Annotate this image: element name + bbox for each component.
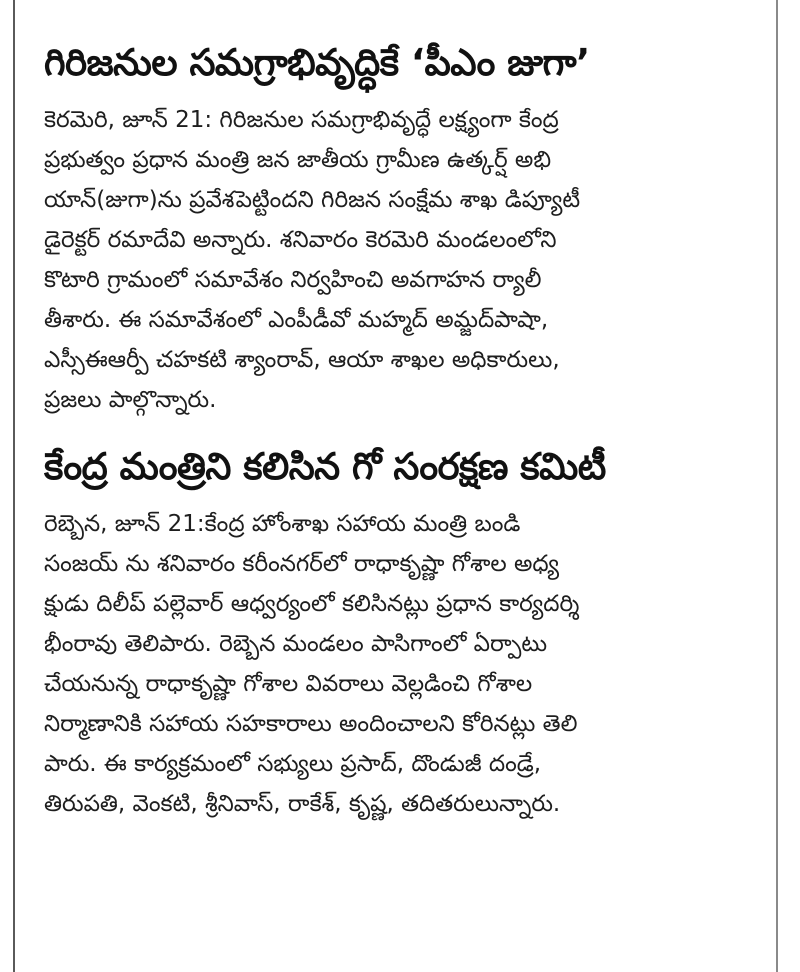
article-2-line: భీంరావు తెలిపారు. రెబ్బెన మండలం పాసిగాంలో ఏర్పాటు xyxy=(44,631,548,657)
article-1-line: ఎస్సీఈఆర్పీ చహకటి శ్యాంరావ్, ఆయా శాఖల అధికారులు, xyxy=(44,347,560,373)
article-2-line: నిర్మాణానికి సహాయ సహకారాలు అందించాలని కోరినట్లు తెలి xyxy=(44,711,578,737)
newspaper-column xyxy=(44,0,734,824)
article-1-body xyxy=(44,100,734,420)
article-2-body xyxy=(44,504,734,824)
previous-article-cutoff xyxy=(44,0,734,22)
left-column-rule xyxy=(13,0,15,972)
article-1-line: కొటారి గ్రామంలో సమావేశం నిర్వహించి అవగాహన ర్యాలీ xyxy=(44,267,542,293)
article-1-line: కెరమెరి, జూన్ 21: గిరిజనుల సమగ్రాభివృద్ధే లక్ష్యంగా కేంద్ర xyxy=(44,107,559,133)
article-1-headline: గిరిజనుల సమగ్రాభివృద్ధికే ‘పీఎం జుగా’ xyxy=(44,41,590,84)
article-1-line: ప్రజలు పాల్గొన్నారు. xyxy=(44,387,217,413)
article-2-line: సంజయ్ ను శనివారం కరీంనగర్‌లో రాధాకృష్ణా గోశాల అధ్య xyxy=(44,551,559,577)
article-2-headline: కేంద్ర మంత్రిని కలిసిన గో సంరక్షణ కమిటీ xyxy=(44,445,606,488)
article-2-line: పారు. ఈ కార్యక్రమంలో సభ్యులు ప్రసాద్, దొండుజీ దండ్రే, xyxy=(44,751,542,777)
article-1-line: డైరెక్టర్ రమాదేవి అన్నారు. శనివారం కెరమెరి మండలంలోని xyxy=(44,227,557,253)
article-1-line: తీశారు. ఈ సమావేశంలో ఎంపీడీవో మహ్మద్ అమ్జద్‌పాషా, xyxy=(44,307,549,333)
article-2-line: చేయనున్న రాధాకృష్ణా గోశాల వివరాలు వెల్లడించి గోశాల xyxy=(44,671,533,697)
article-2-line: తిరుపతి, వెంకటి, శ్రీనివాస్, రాకేశ్, కృష్ణ, తదితరులున్నారు. xyxy=(44,791,561,817)
article-2-line: రెబ్బెన, జూన్ 21:కేంద్ర హోంశాఖ సహాయ మంత్రి బండి xyxy=(44,511,521,537)
article-2-line: క్షుడు దిలీప్ పల్లెవార్ ఆధ్వర్యంలో కలిసినట్లు ప్రధాన కార్యదర్శి xyxy=(44,591,580,617)
article-1-line: యాన్(జుగా)ను ప్రవేశపెట్టిందని గిరిజన సంక్షేమ శాఖ డిప్యూటీ xyxy=(44,187,581,213)
right-column-rule xyxy=(776,0,778,972)
article-1-line: ప్రభుత్వం ప్రధాన మంత్రి జన జాతీయ గ్రామీణ ఉత్కర్ష్ అభి xyxy=(44,147,552,173)
